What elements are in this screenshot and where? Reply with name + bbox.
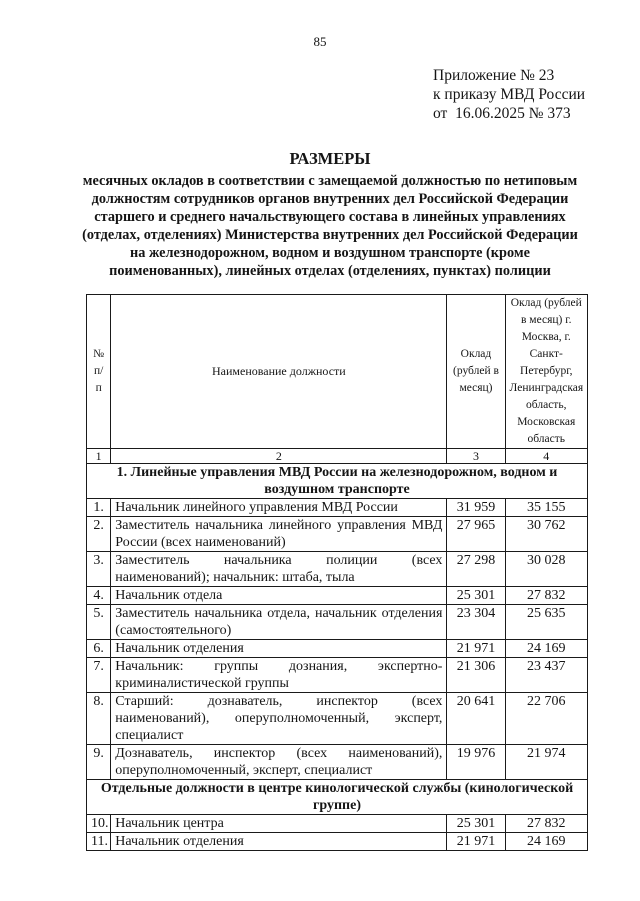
row-num: 7. — [87, 658, 111, 693]
row-name: Начальник отдела — [111, 587, 447, 605]
row-num: 4. — [87, 587, 111, 605]
section-row — [87, 780, 588, 815]
row-num: 10. — [87, 815, 111, 833]
row-name: Заместитель начальника линейного управления МВД России (всех наименований) — [111, 517, 447, 552]
row-num: 8. — [87, 693, 111, 745]
row-salary: 25 301 — [447, 587, 505, 605]
table-row — [87, 552, 588, 587]
row-salary: 21 971 — [447, 833, 505, 851]
page-number: 85 — [313, 34, 327, 49]
table-row — [87, 833, 588, 851]
row-num: 5. — [87, 605, 111, 640]
row-salary-moscow: 27 832 — [505, 815, 587, 833]
header-salary-moscow: Оклад (рублей в месяц) г. Москва, г. Санкт-Петербург, Ленинградская область, Московская область — [505, 295, 587, 449]
row-salary: 25 301 — [447, 815, 505, 833]
row-salary: 21 971 — [447, 640, 505, 658]
header-name: Наименование должности — [111, 295, 447, 449]
row-name: Заместитель начальника полиции (всех наименований); начальник: штаба, тыла — [111, 552, 447, 587]
section-heading-1: 1. Линейные управления МВД России на железнодорожном, водном и воздушном транспорте — [87, 464, 588, 499]
salary-table — [86, 294, 588, 851]
row-salary-moscow: 25 635 — [505, 605, 587, 640]
row-num: 3. — [87, 552, 111, 587]
row-salary-moscow: 35 155 — [505, 499, 587, 517]
row-name: Дознаватель, инспектор (всех наименований), оперуполномоченный, эксперт, специалист — [111, 745, 447, 780]
row-salary-moscow: 24 169 — [505, 640, 587, 658]
section-heading-2: Отдельные должности в центре кинологической службы (кинологической группе) — [87, 780, 588, 815]
table-row — [87, 693, 588, 745]
row-num: 2. — [87, 517, 111, 552]
index-row — [87, 449, 588, 464]
table-row — [87, 640, 588, 658]
row-name: Начальник линейного управления МВД России — [111, 499, 447, 517]
table-row — [87, 605, 588, 640]
table-row — [87, 745, 588, 780]
index-cell: 4 — [505, 449, 587, 464]
row-salary-moscow: 27 832 — [505, 587, 587, 605]
appendix-line-2: к приказу МВД России — [433, 86, 586, 103]
header-salary: Оклад (рублей в месяц) — [447, 295, 505, 449]
document-title: РАЗМЕРЫ — [289, 149, 371, 168]
row-salary-moscow: 24 169 — [505, 833, 587, 851]
row-salary: 27 965 — [447, 517, 505, 552]
row-salary-moscow: 30 028 — [505, 552, 587, 587]
row-salary-moscow: 23 437 — [505, 658, 587, 693]
header-row — [87, 295, 588, 449]
appendix-line-3: от 16.06.2025 № 373 — [433, 105, 571, 122]
row-name: Начальник отделения — [111, 640, 447, 658]
row-salary: 21 306 — [447, 658, 505, 693]
row-num: 9. — [87, 745, 111, 780]
row-salary: 31 959 — [447, 499, 505, 517]
table-row — [87, 499, 588, 517]
row-num: 11. — [87, 833, 111, 851]
appendix-line-1: Приложение № 23 — [433, 67, 555, 84]
document-subtitle: месячных окладов в соответствии с замещаемой должностью по нетиповым должностям сотрудников органов внутренних дел Российской Федерации старшего и среднего начальствующего состава в линейных управлениях (отделах, отделениях) Министерства внутренних дел Российской Федерации на железнодорожном, водном и воздушном транспорте (кроме поименованных), линейных отделах (отделениях, пунктах) полиции — [82, 173, 578, 279]
row-salary: 20 641 — [447, 693, 505, 745]
row-num: 6. — [87, 640, 111, 658]
table-row — [87, 658, 588, 693]
row-name: Начальник отделения — [111, 833, 447, 851]
section-row — [87, 464, 588, 499]
row-salary: 27 298 — [447, 552, 505, 587]
table-row — [87, 517, 588, 552]
row-name: Заместитель начальника отдела, начальник отделения (самостоятельного) — [111, 605, 447, 640]
table-row — [87, 587, 588, 605]
row-name: Начальник: группы дознания, экспертно-криминалистической группы — [111, 658, 447, 693]
row-num: 1. — [87, 499, 111, 517]
row-salary: 23 304 — [447, 605, 505, 640]
row-name: Начальник центра — [111, 815, 447, 833]
index-cell: 3 — [447, 449, 505, 464]
appendix-block — [433, 66, 585, 123]
row-salary: 19 976 — [447, 745, 505, 780]
header-num: № п/п — [87, 295, 111, 449]
row-name: Старший: дознаватель, инспектор (всех наименований), оперуполномоченный, эксперт, специалист — [111, 693, 447, 745]
table-row — [87, 815, 588, 833]
row-salary-moscow: 22 706 — [505, 693, 587, 745]
row-salary-moscow: 21 974 — [505, 745, 587, 780]
index-cell: 2 — [111, 449, 447, 464]
index-cell: 1 — [87, 449, 111, 464]
row-salary-moscow: 30 762 — [505, 517, 587, 552]
